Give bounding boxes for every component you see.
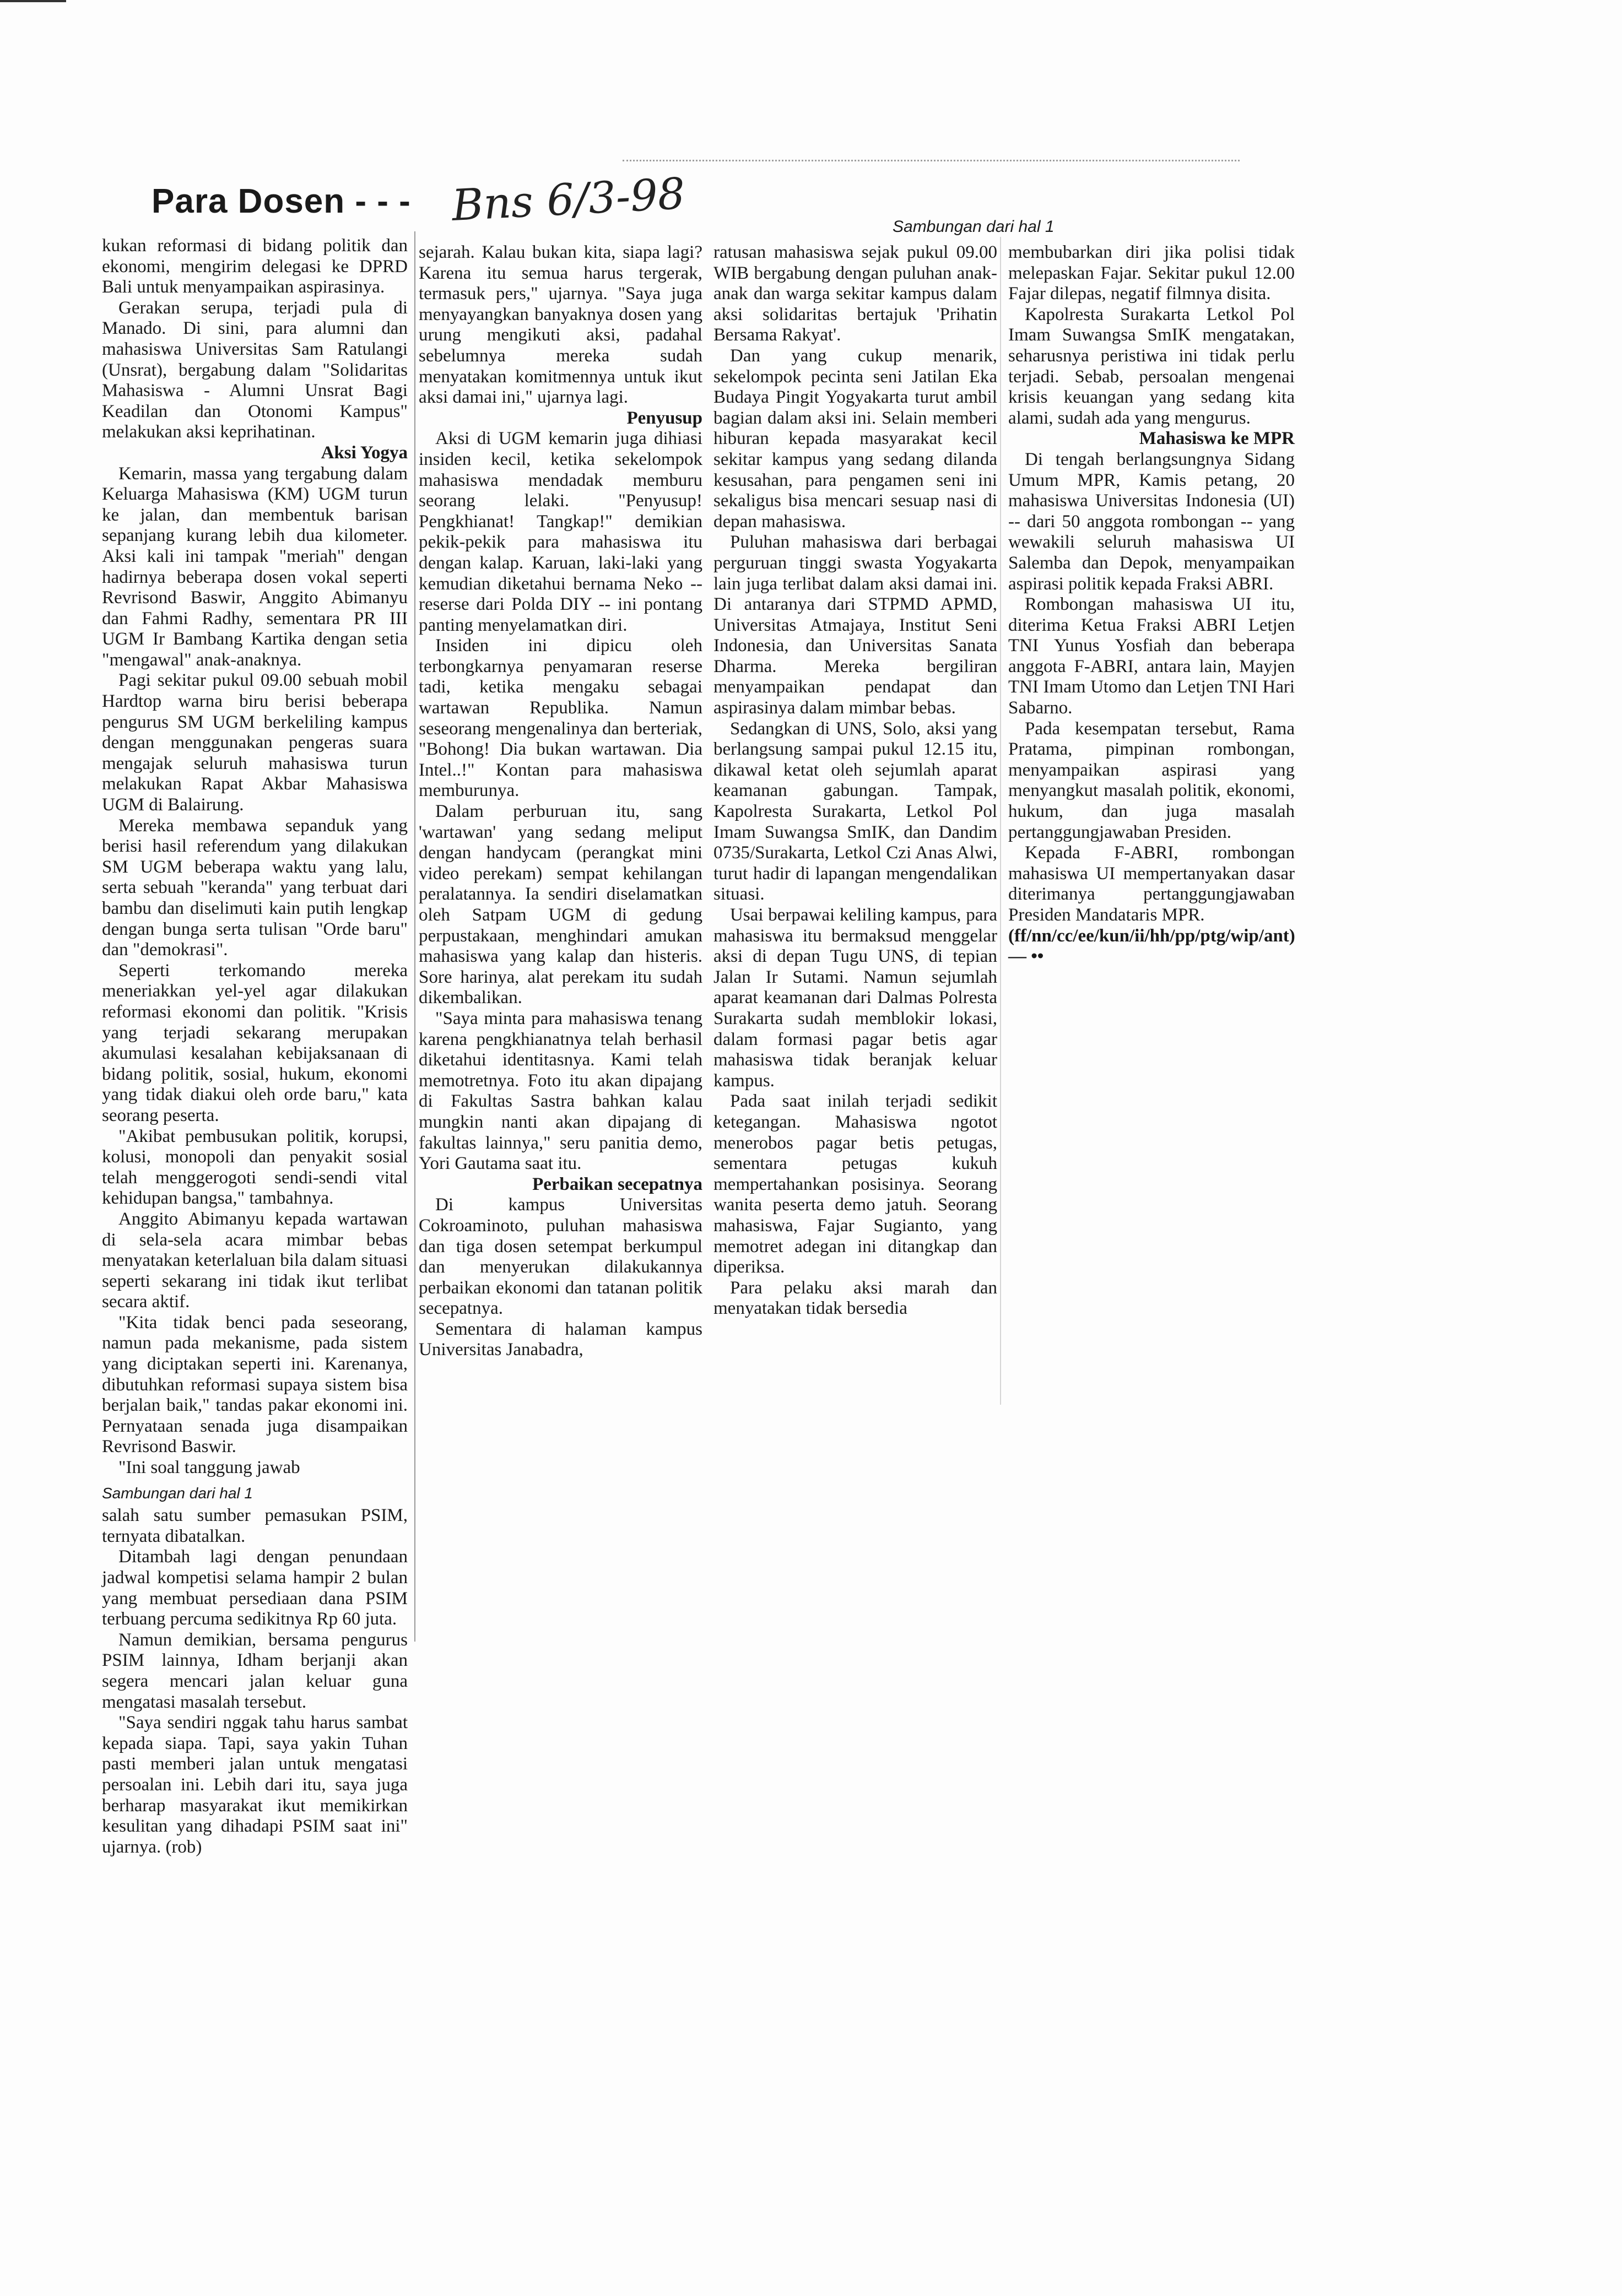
subheading: Aksi Yogya: [321, 442, 408, 463]
article-column-2: [419, 242, 702, 1361]
paragraph: ratusan mahasiswa sejak pukul 09.00 WIB bergabung dengan puluhan anak-anak dan warga sekitar kampus dalam aksi solidaritas bertajuk 'Prihatin Bersama Rakyat'.: [713, 242, 997, 345]
paragraph: kukan reformasi di bidang politik dan ekonomi, mengirim delegasi ke DPRD Bali untuk menyampaikan aspirasinya.: [102, 236, 408, 297]
article-column-3: [713, 242, 997, 1319]
paragraph: Namun demikian, bersama pengurus PSIM lainnya, Idham berjanji akan segera mencari jalan keluar guna mengatasi masalah tersebut.: [102, 1629, 408, 1712]
end-mark: — ••: [1008, 946, 1044, 967]
subheading: Mahasiswa ke MPR: [1139, 429, 1295, 449]
paragraph: Kepada F-ABRI, rombongan mahasiswa UI mempertanyakan dasar diterimanya pertanggungjawaban Presiden Mandataris MPR.: [1008, 843, 1295, 925]
paragraph: Sedangkan di UNS, Solo, aksi yang berlangsung sampai pukul 12.15 itu, dikawal ketat oleh sejumlah aparat keamanan gabungan. Tampak, Kapolresta Surakarta, Letkol Pol Imam Suwangsa SmIK, dan Dandim 0735/Surakarta, Letkol Czi Anas Alwi, turut hadir di lapangan mengendalikan situasi.: [713, 718, 997, 905]
paragraph: Rombongan mahasiswa UI itu, diterima Ketua Fraksi ABRI Letjen TNI Yunus Yosfiah dan beberapa anggota F-ABRI, antara lain, Mayjen TNI Imam Utomo dan Letjen TNI Hari Sabarno.: [1008, 594, 1295, 718]
paragraph: Para pelaku aksi marah dan menyatakan tidak bersedia: [713, 1277, 997, 1319]
paragraph: Ditambah lagi dengan penundaan jadwal kompetisi selama hampir 2 bulan yang membuat persediaan dana PSIM terbuang percuma sedikitnya Rp 60 juta.: [102, 1547, 408, 1629]
clipping-title: Para Dosen - - -: [152, 182, 411, 220]
paragraph: Kemarin, massa yang tergabung dalam Keluarga Mahasiswa (KM) UGM turun ke jalan, dan membentuk barisan sepanjang kurang lebih dua kilometer. Aksi kali ini tampak "meriah" dengan hadirnya beberapa dosen vokal seperti Revrisond Baswir, Anggito Abimanyu dan Fahmi Radhy, sementara PR III UGM Ir Bambang Kartika dengan setia "mengawal" anak-anaknya.: [102, 463, 408, 670]
scan-edge-mark: [0, 0, 66, 2]
paragraph: Pada saat inilah terjadi sedikit ketegangan. Mahasiswa ngotot menerobos pagar betis petugas, sementara petugas kukuh mempertahankan posisinya. Seorang wanita peserta demo jatuh. Seorang mahasiswa, Fajar Sugianto, yang memotret adegan ini ditangkap dan diperiksa.: [713, 1091, 997, 1277]
paragraph: Insiden ini dipicu oleh terbongkarnya penyamaran reserse tadi, ketika mengaku sebagai wartawan Republika. Namun seseorang mengenalinya dan berteriak, "Bohong! Dia bukan wartawan. Dia Intel..!" Kontan para mahasiswa memburunya.: [419, 636, 702, 801]
paragraph: Gerakan serupa, terjadi pula di Manado. Di sini, para alumni dan mahasiswa Universitas Sam Ratulangi (Unsrat), bergabung dalam "Solidaritas Mahasiswa - Alumni Unsrat Bagi Keadilan dan Otonomi Kampus" melakukan aksi keprihatinan.: [102, 297, 408, 442]
paragraph: membubarkan diri jika polisi tidak melepaskan Fajar. Sekitar pukul 12.00 Fajar dilepas, negatif filmnya disita.: [1008, 242, 1295, 304]
paragraph: "Saya sendiri nggak tahu harus sambat kepada siapa. Tapi, saya yakin Tuhan pasti memberi jalan untuk mengatasi persoalan ini. Lebih dari itu, saya juga berharap masyarakat ikut memikirkan kesulitan yang dihadapi PSIM saat ini" ujarnya. (rob): [102, 1713, 408, 1857]
paragraph: Kapolresta Surakarta Letkol Pol Imam Suwangsa SmIK mengatakan, seharusnya peristiwa ini tidak perlu terjadi. Sebab, persoalan mengenai krisis keuangan yang sedang kita alami, sudah ada yang mengurus.: [1008, 304, 1295, 428]
article-column-1: [102, 236, 408, 1858]
subheading: Penyusup: [626, 408, 702, 428]
paragraph: "Ini soal tanggung jawab: [118, 1458, 300, 1478]
paragraph: Mereka membawa sepanduk yang berisi hasil referendum yang dilakukan SM UGM beberapa waktu yang lalu, serta sebuah "keranda" yang terbuat dari bambu dan diselimuti kain putih lengkap dengan bunga serta tulisan "Orde baru" dan "demokrasi".: [102, 815, 408, 960]
paragraph: "Saya minta para mahasiswa tenang karena pengkhianatnya telah berhasil diketahui identitasnya. Kami telah memotretnya. Foto itu akan dipajang di Fakultas Sastra bahkan kalau mungkin nanti akan dipajang di fakultas lainnya," seru panitia demo, Yori Gautama saat itu.: [419, 1008, 702, 1174]
top-dotted-rule: [623, 160, 1240, 167]
paragraph: Dalam perburuan itu, sang 'wartawan' yang sedang meliput dengan handycam (perangkat mini video perekam) sempat kehilangan peralatannya. Ia sendiri diselamatkan oleh Satpam UGM di gedung perpustakaan, menghindari amukan mahasiswa yang kalap dan histeris. Sore harinya, alat perekam itu sudah dikembalikan.: [419, 802, 702, 1008]
paragraph: Aksi di UGM kemarin juga dihiasi insiden kecil, ketika sekelompok mahasiswa mendadak memburu seorang lelaki. "Penyusup! Pengkhianat! Tangkap!" demikian pekik-pekik para mahasiswa itu dengan kalap. Karuan, laki-laki yang kemudian diketahui bernama Neko -- reserse dari Polda DIY -- ini pontang panting menyelamatkan diri.: [419, 429, 702, 635]
paragraph: Anggito Abimanyu kepada wartawan di sela-sela acara mimbar bebas menyatakan keterlaluan bila dalam situasi seperti sekarang ini tidak ikut terlibat secara aktif.: [102, 1209, 408, 1312]
paragraph: Sementara di halaman kampus Universitas Janabadra,: [419, 1319, 702, 1360]
paragraph: Pagi sekitar pukul 09.00 sebuah mobil Hardtop warna biru berisi beberapa pengurus SM UGM berkeliling kampus dengan menggunakan pengeras suara mengajak seluruh mahasiswa turun melakukan Rapat Akbar Mahasiswa UGM di Balairung.: [102, 670, 408, 815]
paragraph: Seperti terkomando mereka meneriakkan yel-yel agar dilakukan reformasi ekonomi dan politik. "Krisis yang terjadi sekarang merupakan akumulasi kesalahan kebijaksanaan di bidang politik, sosial, hukum, ekonomi yang tidak diakui oleh orde baru," kata seorang peserta.: [102, 960, 408, 1125]
paragraph: salah satu sumber pemasukan PSIM, ternyata dibatalkan.: [102, 1506, 408, 1546]
paragraph: Di kampus Universitas Cokroaminoto, puluhan mahasiswa dan tiga dosen setempat berkumpul dan menyerukan dilakukannya perbaikan ekonomi dan tatanan politik secepatnya.: [419, 1195, 702, 1319]
paragraph: sejarah. Kalau bukan kita, siapa lagi? Karena itu semua harus tergerak, termasuk pers," ujarnya. "Saya juga menyayangkan banyaknya dosen yang urung mengikuti aksi, padahal sebelumnya mereka sudah menyatakan komitmennya untuk ikut aksi damai ini," ujarnya lagi.: [419, 242, 702, 408]
byline: (ff/nn/cc/ee/kun/ii/hh/pp/ptg/wip/ant): [1008, 925, 1295, 946]
paragraph: "Akibat pembusukan politik, korupsi, kolusi, monopoli dan penyakit sosial telah menggerogoti sendi-sendi vital kehidupan bangsa," tambahnya.: [102, 1126, 408, 1209]
column-divider: [1000, 237, 1001, 1405]
article-column-4: [1008, 242, 1295, 967]
paragraph: "Kita tidak benci pada seseorang, namun pada mekanisme, pada sistem yang diciptakan seperti ini. Karenanya, dibutuhkan reformasi supaya sistem bisa berjalan baik," tandas pakar ekonomi ini. Pernyataan senada juga disampaikan Revrisond Baswir.: [102, 1312, 408, 1457]
paragraph: Puluhan mahasiswa dari berbagai perguruan tinggi swasta Yogyakarta lain juga terlibat dalam aksi damai ini. Di antaranya dari STPMD APMD, Universitas Atmajaya, Institut Seni Indonesia, dan Universitas Sanata Dharma. Mereka bergiliran menyampaikan pendapat dan aspirasinya dalam mimbar bebas.: [713, 532, 997, 718]
continued-label: Sambungan dari hal 1: [893, 218, 1055, 236]
paragraph: Dan yang cukup menarik, sekelompok pecinta seni Jatilan Eka Budaya Pingit Yogyakarta turut ambil bagian dalam aksi ini. Selain memberi hiburan kepada masyarakat kecil sekitar kampus yang sedang dilanda kesusahan, para pengamen seni ini sekaligus bisa mencari sesuap nasi di depan mahasiswa.: [713, 345, 997, 532]
handwritten-note: Bns 6/3-98: [450, 169, 686, 231]
continued-label: Sambungan dari hal 1: [102, 1484, 253, 1502]
paragraph: Di tengah berlangsungnya Sidang Umum MPR, Kamis petang, 20 mahasiswa Universitas Indonesia (UI) -- dari 50 anggota rombongan -- yang wewakili seluruh mahasiswa UI Salemba dan Depok, menyampaikan aspirasi politik kepada Fraksi ABRI.: [1008, 449, 1295, 594]
paragraph: Pada kesempatan tersebut, Rama Pratama, pimpinan rombongan, menyampaikan aspirasi yang menyangkut masalah politik, ekonomi, hukum, dan juga masalah pertanggungjawaban Presiden.: [1008, 718, 1295, 842]
paragraph: Usai berpawai keliling kampus, para mahasiswa itu bermaksud menggelar aksi di depan Tugu UNS, di tepian Jalan Ir Sutami. Namun sejumlah aparat keamanan dari Dalmas Polresta Surakarta sudah memblokir lokasi, dalam formasi pagar betis agar mahasiswa tidak beranjak keluar kampus.: [713, 905, 997, 1091]
subheading: Perbaikan secepatnya: [532, 1174, 702, 1194]
column-divider: [414, 231, 415, 1642]
